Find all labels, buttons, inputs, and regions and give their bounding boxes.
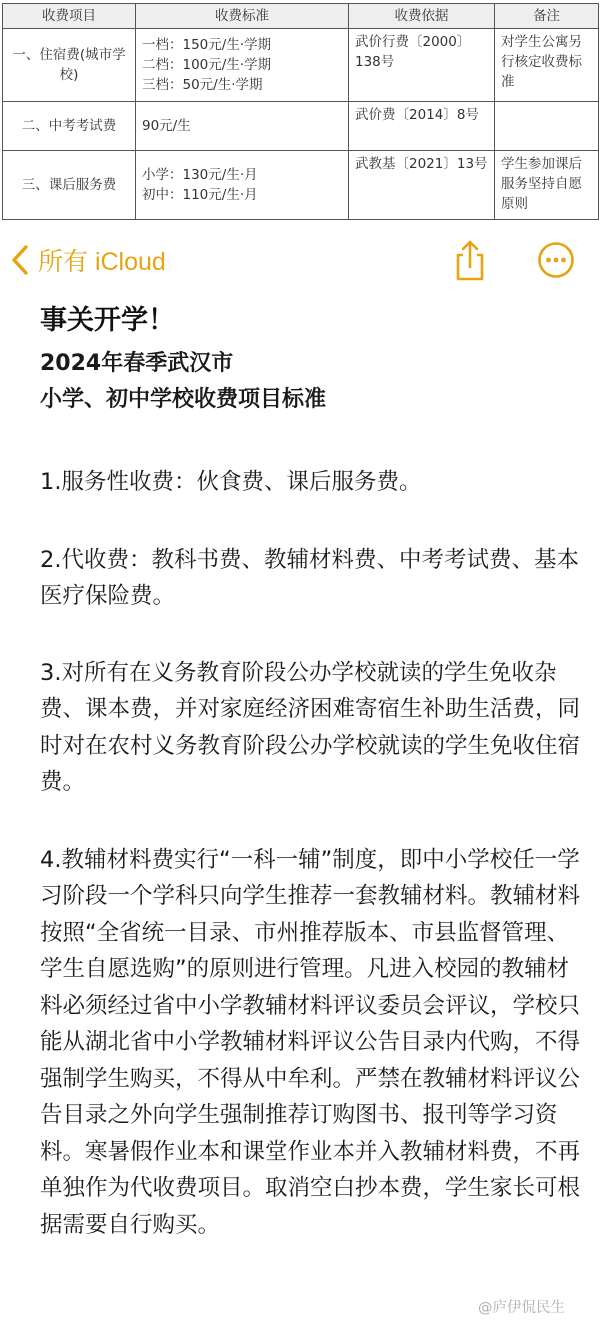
note-title: 事关开学！ (40, 305, 175, 336)
note-subtitle: 2024年春季武汉市 (40, 351, 234, 376)
cell-note: 学生参加课后服务坚持自愿原则 (495, 151, 599, 220)
notes-toolbar (0, 232, 600, 288)
table-row (3, 29, 599, 102)
more-icon[interactable] (536, 240, 576, 280)
note-subtitle: 小学、初中学校收费项目标准 (40, 387, 327, 412)
cell-standard (136, 102, 349, 151)
header-item: 收费项目 (3, 4, 136, 29)
back-button[interactable] (10, 240, 166, 280)
table-header-row (3, 4, 599, 29)
standard-line: 一档：150元/生·学期 (142, 37, 272, 53)
standard-line: 小学：130元/生·月 (142, 167, 258, 183)
watermark: @庐伊侃民生 (478, 1300, 565, 1316)
chevron-left-icon (10, 244, 30, 276)
cell-item: 二、中考考试费 (3, 102, 136, 151)
standard-line: 三档：50元/生·学期 (142, 77, 263, 93)
cell-basis: 武价费〔2014〕8号 (349, 102, 495, 151)
share-icon[interactable] (450, 238, 490, 282)
cell-item: 一、住宿费(城市学校) (3, 29, 136, 102)
cell-note: 对学生公寓另行核定收费标准 (495, 29, 599, 102)
standard-line: 二档：100元/生·学期 (142, 57, 272, 73)
header-standard: 收费标准 (136, 4, 349, 29)
note-paragraph: 4.教辅材料费实行“一科一辅”制度，即中小学校任一学习阶段一个学科只向学生推荐一套教辅材料。教辅材料按照“全省统一目录、市州推荐版本、市县监督管理、学生自愿选购”的原则进行管理。凡进入校园的教辅材料必须经过省中小学教辅材料评议委员会评议，学校只能从湖北省中小学教辅材料评议公告目录内代购，不得强制学生购买，不得从中牟利。严禁在教辅材料评议公告目录之外向学生强制推荐订购图书、报刊等学习资料。寒暑假作业本和课堂作业本并入教辅材料费，不再单独作为代收费项目。取消空白抄本费，学生家长可根据需要自行购买。 (40, 846, 581, 1238)
header-basis: 收费依据 (349, 4, 495, 29)
table-row (3, 102, 599, 151)
note-body[interactable] (40, 296, 580, 1243)
standard-line: 初中：110元/生·月 (142, 187, 258, 203)
note-paragraph: 3.对所有在义务教育阶段公办学校就读的学生免收杂费、课本费，并对家庭经济困难寄宿生补助生活费，同时对在农村义务教育阶段公办学校就读的学生免收住宿费。 (40, 659, 581, 795)
cell-note (495, 102, 599, 151)
cell-basis: 武价行费〔2000〕138号 (349, 29, 495, 102)
cell-item: 三、课后服务费 (3, 151, 136, 220)
header-note: 备注 (495, 4, 599, 29)
cell-standard (136, 29, 349, 102)
note-paragraph: 1.服务性收费：伙食费、课后服务费。 (40, 469, 422, 495)
note-paragraph: 2.代收费：教科书费、教辅材料费、中考考试费、基本医疗保险费。 (40, 546, 579, 609)
fee-table (2, 3, 599, 220)
cell-standard (136, 151, 349, 220)
table-row (3, 151, 599, 220)
standard-line: 90元/生 (142, 118, 191, 134)
cell-basis: 武教基〔2021〕13号 (349, 151, 495, 220)
back-label: 所有 iCloud (38, 248, 166, 276)
